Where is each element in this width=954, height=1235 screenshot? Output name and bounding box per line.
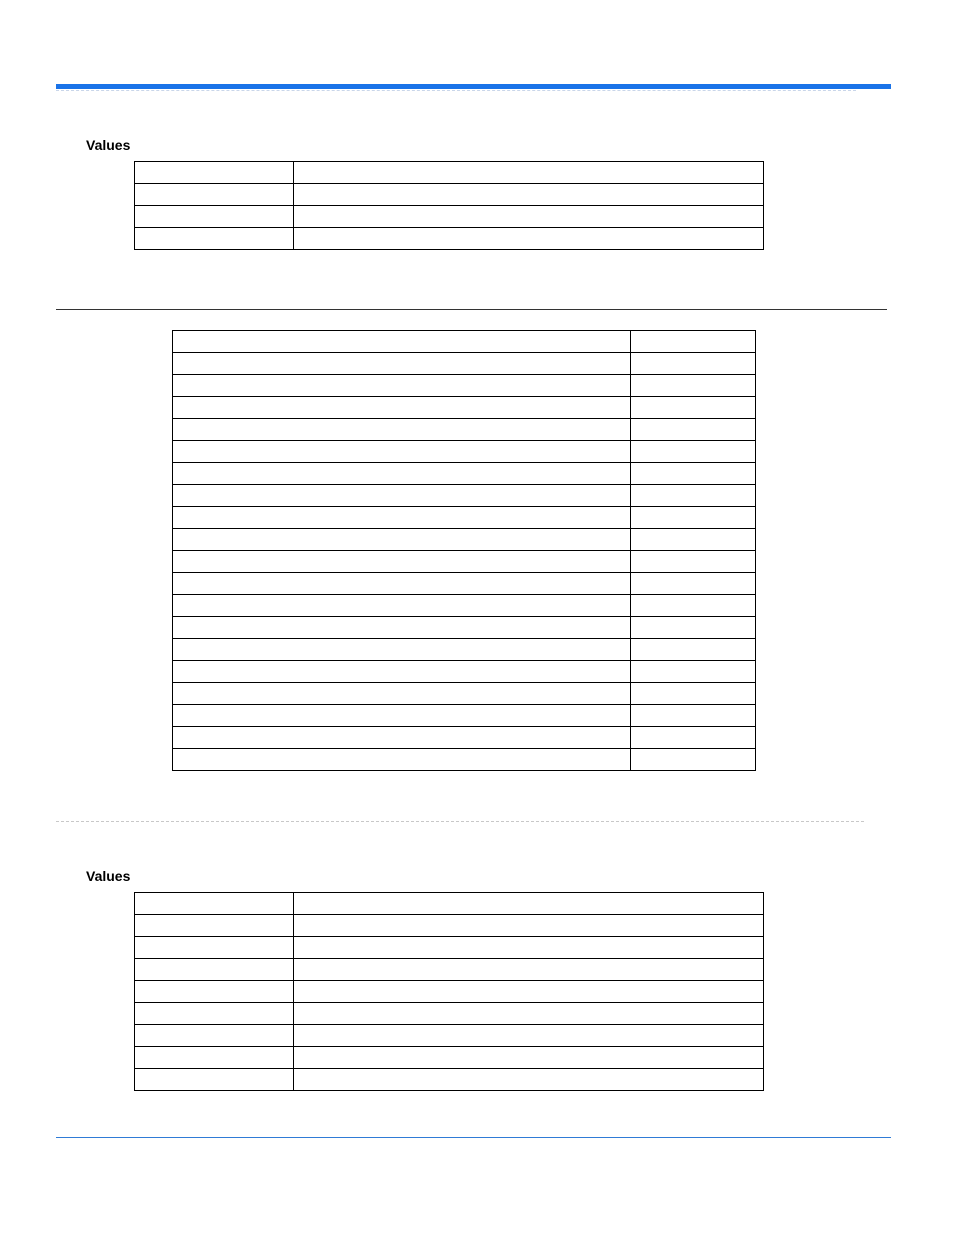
- table-cell: [294, 228, 764, 250]
- table-row: [135, 981, 764, 1003]
- table-row: [173, 617, 756, 639]
- table-cell: [294, 1003, 764, 1025]
- table-cell: [173, 705, 631, 727]
- table-cell: [173, 617, 631, 639]
- table-row: [135, 228, 764, 250]
- table-cell: [294, 1069, 764, 1091]
- table-row: [173, 507, 756, 529]
- table-cell: [135, 184, 294, 206]
- table-cell: [135, 206, 294, 228]
- table-cell: [631, 463, 756, 485]
- table-cell: [173, 331, 631, 353]
- table-cell: [173, 749, 631, 771]
- table-cell: [173, 595, 631, 617]
- table-row: [135, 1069, 764, 1091]
- table-cell: [173, 661, 631, 683]
- table-cell: [173, 551, 631, 573]
- section-divider: [56, 309, 887, 310]
- table-cell: [631, 419, 756, 441]
- table-cell: [631, 441, 756, 463]
- table-cell: [173, 375, 631, 397]
- table-row: [173, 419, 756, 441]
- table-cell: [173, 727, 631, 749]
- table-cell: [173, 683, 631, 705]
- table-row: [173, 727, 756, 749]
- table-cell: [294, 184, 764, 206]
- values-heading-2: Values: [86, 868, 131, 884]
- table-cell: [631, 573, 756, 595]
- table-row: [173, 749, 756, 771]
- table-cell: [631, 485, 756, 507]
- table-row: [135, 184, 764, 206]
- table-row: [173, 441, 756, 463]
- list-table: [172, 330, 756, 771]
- table-cell: [294, 206, 764, 228]
- table-cell: [173, 573, 631, 595]
- table-row: [135, 915, 764, 937]
- table-cell: [135, 893, 294, 915]
- table-row: [173, 639, 756, 661]
- table-row: [173, 683, 756, 705]
- table-cell: [631, 529, 756, 551]
- table-cell: [294, 915, 764, 937]
- table-row: [173, 485, 756, 507]
- table-cell: [294, 893, 764, 915]
- table-cell: [631, 353, 756, 375]
- section-dashed-divider: [56, 821, 864, 822]
- table-cell: [294, 1025, 764, 1047]
- table-row: [173, 529, 756, 551]
- table-cell: [135, 959, 294, 981]
- table-cell: [631, 617, 756, 639]
- table-cell: [294, 981, 764, 1003]
- table-row: [173, 661, 756, 683]
- table-cell: [631, 661, 756, 683]
- table-cell: [294, 937, 764, 959]
- table-cell: [135, 228, 294, 250]
- table-row: [135, 1047, 764, 1069]
- table-cell: [294, 162, 764, 184]
- table-cell: [173, 441, 631, 463]
- table-row: [173, 397, 756, 419]
- table-cell: [173, 529, 631, 551]
- table-cell: [631, 331, 756, 353]
- table-cell: [631, 507, 756, 529]
- table-cell: [294, 1047, 764, 1069]
- table-cell: [173, 353, 631, 375]
- footer-rule: [56, 1137, 891, 1138]
- table-row: [173, 375, 756, 397]
- table-row: [173, 353, 756, 375]
- table-cell: [135, 1025, 294, 1047]
- table-row: [135, 162, 764, 184]
- table-cell: [294, 959, 764, 981]
- table-cell: [135, 937, 294, 959]
- table-cell: [173, 397, 631, 419]
- table-cell: [631, 683, 756, 705]
- table-cell: [631, 375, 756, 397]
- values-table-1: [134, 161, 764, 250]
- table-cell: [173, 485, 631, 507]
- table-cell: [631, 749, 756, 771]
- table-cell: [135, 915, 294, 937]
- values-heading-1: Values: [86, 137, 131, 153]
- table-cell: [631, 705, 756, 727]
- table-cell: [173, 639, 631, 661]
- table-cell: [631, 727, 756, 749]
- table-row: [173, 705, 756, 727]
- table-row: [135, 1003, 764, 1025]
- table-cell: [135, 981, 294, 1003]
- table-row: [173, 595, 756, 617]
- table-row: [173, 551, 756, 573]
- table-row: [135, 959, 764, 981]
- table-row: [173, 331, 756, 353]
- table-cell: [631, 639, 756, 661]
- table-row: [135, 1025, 764, 1047]
- table-row: [173, 573, 756, 595]
- table-cell: [135, 1047, 294, 1069]
- table-row: [135, 893, 764, 915]
- table-cell: [631, 595, 756, 617]
- table-cell: [631, 551, 756, 573]
- table-cell: [631, 397, 756, 419]
- values-table-2: [134, 892, 764, 1091]
- table-cell: [173, 507, 631, 529]
- table-row: [135, 206, 764, 228]
- table-cell: [135, 162, 294, 184]
- header-rule: [56, 84, 891, 89]
- table-row: [173, 463, 756, 485]
- table-cell: [173, 463, 631, 485]
- table-cell: [135, 1003, 294, 1025]
- table-cell: [135, 1069, 294, 1091]
- table-cell: [173, 419, 631, 441]
- table-row: [135, 937, 764, 959]
- header-dashed-rule: [56, 90, 856, 91]
